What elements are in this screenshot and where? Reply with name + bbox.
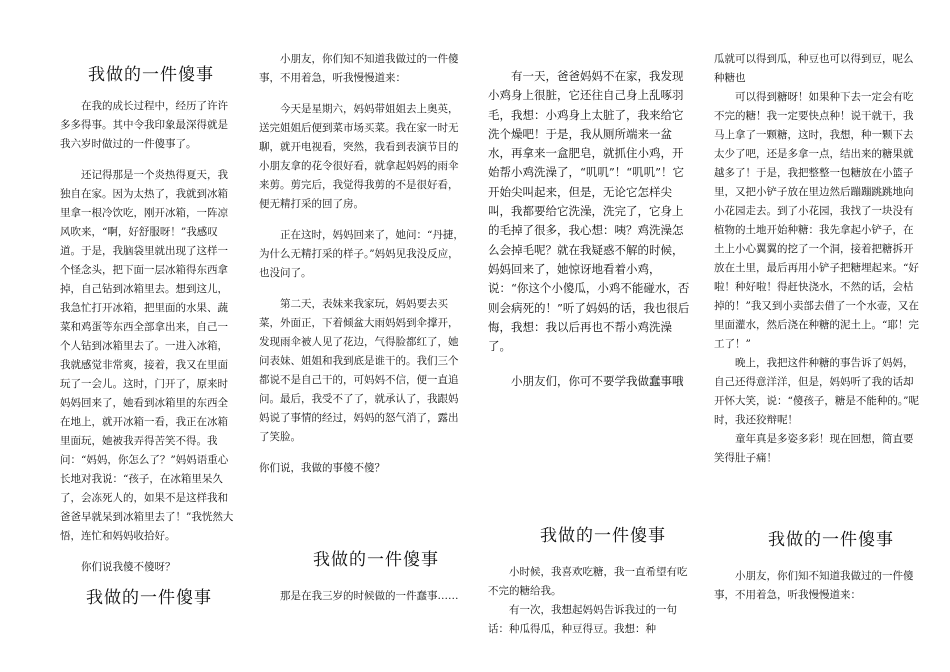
essay-title: 我做的一件傻事 bbox=[540, 526, 666, 546]
essay-intro bbox=[488, 563, 692, 639]
paragraph: 你们说我傻不傻呀？ bbox=[81, 561, 176, 573]
paragraph: 小朋友，你们知不知道我做过的一件傻事，不用着急，听我慢慢道来： bbox=[714, 570, 914, 601]
essay-column-4 bbox=[714, 50, 920, 468]
paragraph: 可以得到糖呀！如果种下去一定会有吃不完的糖！我一定要快点种！说干就干，我马上拿了一颗糖，这时，我想，种一颗下去太少了吧，还是多拿一点，结出来的糖果就越多了！于是，我把整整一包糖放在小篮子里，又把小铲子放在里边然后蹦蹦跳跳地向小花园走去。到了小花园，我找了一块没有植物的土地开始种糖：我先拿起小铲子，在土上小心翼翼的挖了一个洞，接着把糖拆开放在土里，最后再用小铲子把糖埋起来。“好啦！种好啦！得赶快浇水，不然的话，会枯掉的！”我又到小卖部去借了一个水壶，又在里面灌水，然后浇在种糖的泥土上。“耶！完工了！” bbox=[714, 91, 919, 350]
paragraph: 你们说，我做的事傻不傻？ bbox=[259, 462, 385, 474]
essay-column-2 bbox=[259, 50, 465, 478]
essay-column-1 bbox=[60, 97, 238, 577]
paragraph: 瓜就可以得到瓜，种豆也可以得到豆，呢么种糖也 bbox=[714, 53, 914, 84]
paragraph: 还记得那是一个炎热得夏天，我独自在家。因为太热了，我就到冰箱里拿一根冷饮吃，刚开冰箱，一阵凉风吹来，“啊，好舒服呀！”我感叹道。于是，我脑袋里就出现了这样一个怪念头，把下面一层冰箱得东西拿掉，自己钻到冰箱里去。想到这儿，我急忙打开冰箱，把里面的水果、蔬菜和鸡蛋等东西全部拿出来，自己一个人钻到冰箱里去了。一进入冰箱，我就感觉非常爽，接着，我又在里面玩了一会儿。这时，门开了，原来时妈妈回来了，她看到冰箱里的东西全在地上，就开冰箱一看，我正在冰箱里面玩，她被我弄得苦笑不得。我问：“妈妈，你怎么了？”妈妈语重心长地对我说：“孩子，在冰箱里呆久了，会冻死人的，如果不是这样我和爸爸早就呆到冰箱里去了！”我恍然大悟，连忙和妈妈收拾好。 bbox=[60, 169, 234, 542]
paragraph: 有一天，爸爸妈妈不在家，我发现小鸡身上很脏，它还往自己身上乱啄羽毛，我想：小鸡身上太脏了，我来给它洗个燥吧！于是，我从厕所端来一盆水，再拿来一盒肥皂，就抓住小鸡，开始帮小鸡洗澡了，“叽叽”！“叽叽”！它开始尖叫起来，但是，无论它怎样尖叫，我都要给它洗澡，洗完了，它身上的毛掉了很多，我心想：咦？鸡洗澡怎么会掉毛呢？就在我疑惑不解的时候，妈妈回来了，她惊讶地看着小鸡，说：“你这个小傻瓜，小鸡不能碰水，否则会病死的！”听了妈妈的话，我也很后悔，我想：我以后再也不帮小鸡洗澡了。 bbox=[488, 69, 690, 354]
paragraph: 晚上，我把这件种糖的事告诉了妈妈，自己还得意洋洋，但是，妈妈听了我的话却开怀大笑，说：“傻孩子，糖是不能种的。”呢时，我还狡辩呢！ bbox=[714, 357, 919, 426]
paragraph: 小时候，我喜欢吃糖，我一直希望有吃不完的糖给我。 bbox=[488, 566, 688, 597]
paragraph: 第二天，表妹来我家玩，妈妈要去买菜，外面正，下着倾盆大雨妈妈到伞撑开，发现雨伞被人见了花边，气得脸都红了，她问表妹、姐姐和我到底是谁干的。我们三个都说不是自己干的，可妈妈不信，便一直追问。最后，我受不了了，就承认了，我跟妈妈说了事情的经过，妈妈的怒气消了，露出了笑脸。 bbox=[259, 298, 459, 443]
essay-intro bbox=[259, 587, 465, 606]
paragraph: 那是在我三岁的时候做的一件蠢事…… bbox=[280, 590, 459, 602]
essay-title: 我做的一件傻事 bbox=[88, 65, 214, 85]
paragraph: 童年真是多姿多彩！现在回想，简直要笑得肚子痛！ bbox=[714, 433, 914, 464]
paragraph: 在我的成长过程中，经历了许许多多得事。其中令我印象最深得就是我六岁时做过的一件傻事了。 bbox=[60, 100, 228, 150]
paragraph: 正在这时，妈妈回来了，她问：“丹捷，为什么无精打采的样子。”妈妈见我没反应，也没问了。 bbox=[259, 229, 464, 279]
paragraph: 小朋友，你们知不知道我做过的一件傻事，不用着急，听我慢慢道来： bbox=[259, 53, 459, 84]
essay-column-3 bbox=[488, 67, 692, 392]
essay-title: 我做的一件傻事 bbox=[313, 550, 439, 570]
essay-intro bbox=[714, 567, 920, 605]
essay-title: 我做的一件傻事 bbox=[86, 588, 212, 608]
essay-title: 我做的一件傻事 bbox=[768, 530, 894, 550]
paragraph: 今天是星期六，妈妈带姐姐去上奥英，送完姐姐后便到菜市场买菜。我在家一时无聊，就开电视看，突然，我看到表演节目的小朋友拿的花令很好看，就拿起妈妈的雨伞来剪。剪完后，我觉得我剪的不是很好看，便无精打采的回了房。 bbox=[259, 103, 459, 210]
paragraph: 小朋友们，你可不要学我做蠢事哦 bbox=[511, 374, 684, 389]
paragraph: 有一次，我想起妈妈告诉我过的一句话：种瓜得瓜，种豆得豆。我想：种 bbox=[488, 604, 677, 635]
